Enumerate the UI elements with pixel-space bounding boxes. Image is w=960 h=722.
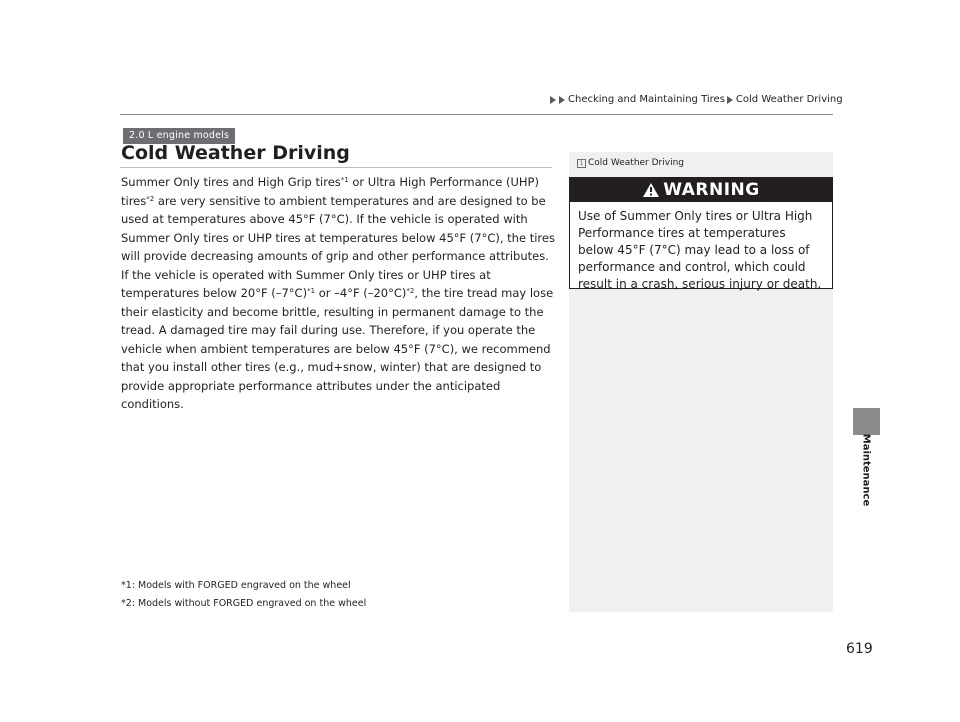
body-text-part: , the tire tread may lose their elasticity and become brittle, resulting in permanent damage to the tread. A damaged tire may fail during use. Therefore, if you operate the vehicle when ambient temperatures are below 45°F (7°C), we recommend that you install other tires (e.g., mud+snow, winter) that are designed to provide appropriate performance attributes under the anticipated conditions. — [121, 286, 554, 411]
page-number: 619 — [846, 641, 873, 657]
page-title: Cold Weather Driving — [121, 142, 350, 164]
warning-label: WARNING — [663, 180, 760, 200]
breadcrumb-arrow-icon — [550, 96, 556, 104]
body-paragraph — [121, 173, 557, 414]
breadcrumb-arrow-icon — [559, 96, 565, 104]
body-text-part: are very sensitive to ambient temperatures and are designed to be used at temperatures above 45°F (7°C). If the vehicle is operated with Summer Only tires or UHP tires at temperatures below 45°F (7°C), the tires will provide decreasing amounts of grip and other performance attributes. If the vehicle is operated with Summer Only tires or UHP tires at temperatures below 20°F (–7°C) — [121, 193, 555, 300]
footnote-ref[interactable]: *2 — [146, 194, 155, 203]
body-text-part: or Ultra High Performance (UHP) tires — [121, 175, 539, 208]
footnote-ref[interactable]: *2 — [406, 287, 415, 295]
sidebar-heading-text: Cold Weather Driving — [588, 158, 684, 168]
footnote: *2: Models without FORGED engraved on the wheel — [121, 598, 367, 609]
footnote: *1: Models with FORGED engraved on the wheel — [121, 580, 351, 591]
section-tab-label[interactable]: Maintenance — [860, 433, 872, 507]
header-divider — [120, 114, 833, 115]
warning-header — [570, 178, 832, 202]
warning-text: Use of Summer Only tires or Ultra High Performance tires at temperatures below 45°F (7°C) may lead to a loss of performance and control, which could result in a crash, serious injury or death. — [578, 209, 822, 291]
section-tab[interactable] — [853, 408, 880, 435]
body-text-part: or –4°F (–20°C) — [315, 286, 407, 300]
breadcrumb-arrow-icon — [727, 96, 733, 104]
engine-model-badge: 2.0 L engine models — [123, 128, 235, 144]
sidebar-heading — [577, 158, 684, 168]
breadcrumb — [550, 94, 843, 105]
reference-mark-icon: 1 — [577, 159, 586, 168]
body-text-part: Summer Only tires and High Grip tires — [121, 175, 341, 189]
breadcrumb-item[interactable]: Checking and Maintaining Tires — [568, 94, 725, 105]
warning-triangle-icon — [642, 182, 660, 198]
title-divider — [120, 167, 552, 168]
warning-box — [569, 177, 833, 289]
footnote-ref[interactable]: *1 — [307, 287, 316, 295]
breadcrumb-item[interactable]: Cold Weather Driving — [735, 94, 843, 105]
sidebar-notes — [569, 152, 833, 612]
footnote-ref[interactable]: *1 — [340, 176, 349, 184]
